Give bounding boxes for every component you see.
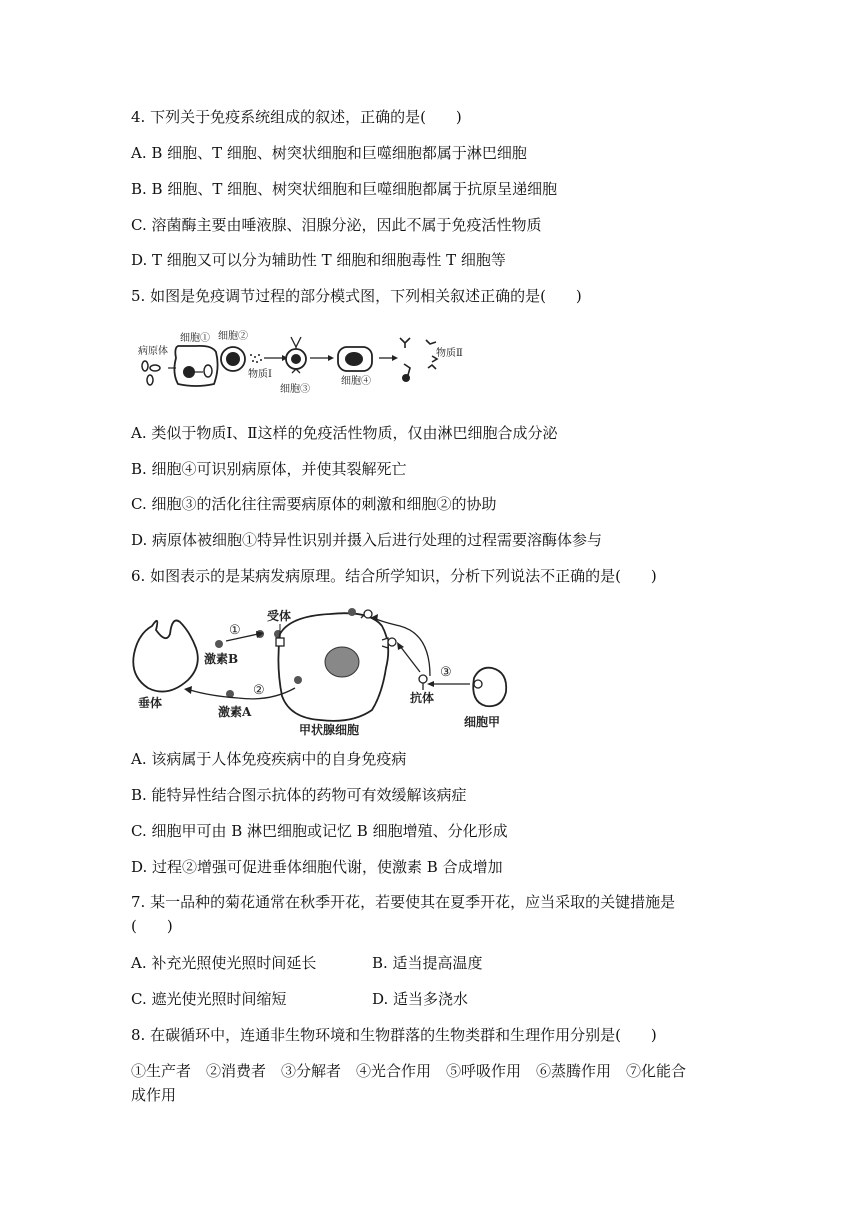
fig6-label-hormone-a: 激素A: [218, 705, 252, 719]
q7-option-c: C. 遮光使光照时间缩短: [131, 990, 287, 1008]
q6-option-a: A. 该病属于人体免疫疾病中的自身免疫病: [131, 750, 407, 768]
q5-option-c: C. 细胞③的活化往往需要病原体的刺激和细胞②的协助: [131, 495, 497, 513]
q4-option-b: B. B 细胞、T 细胞、树突状细胞和巨噬细胞都属于抗原呈递细胞: [131, 180, 558, 198]
fig6-label-cell-jia: 细胞甲: [464, 715, 501, 729]
fig5-label-substance2: 物质Ⅱ: [436, 348, 463, 359]
fig6-label-hormone-b: 激素B: [204, 652, 239, 666]
disease-mechanism-figure: [130, 604, 510, 738]
q8-items-line1: ①生产者 ②消费者 ③分解者 ④光合作用 ⑤呼吸作用 ⑥蒸腾作用 ⑦化能合: [131, 1062, 687, 1080]
q5-option-b: B. 细胞④可识别病原体，并使其裂解死亡: [131, 460, 407, 478]
cell1-nucleus: [183, 366, 195, 378]
pituitary-shape: [133, 621, 198, 692]
fig6-label-pituitary: 垂体: [138, 696, 163, 710]
immune-process-figure: [136, 328, 481, 398]
antibody-icons: [400, 338, 437, 375]
q8-stem: 8. 在碳循环中，连通非生物环境和生物群落的生物类群和生理作用分别是( ): [131, 1026, 657, 1044]
pathogen-icon: [142, 361, 160, 385]
q4-option-c: C. 溶菌酶主要由唾液腺、泪腺分泌，因此不属于免疫活性物质: [131, 216, 542, 234]
q5-stem: 5. 如图是免疫调节过程的部分模式图，下列相关叙述正确的是( ): [131, 287, 582, 305]
receptor-icon: [276, 638, 284, 646]
q4-stem: 4. 下列关于免疫系统组成的叙述，正确的是( ): [131, 108, 462, 126]
q7-option-d: D. 适当多浇水: [372, 990, 469, 1008]
fig6-label-step2: ②: [253, 683, 265, 698]
fig5-label-substance1: 物质Ⅰ: [248, 369, 272, 380]
fig5-label-cell1: 细胞①: [180, 333, 210, 344]
q5-option-a: A. 类似于物质Ⅰ、Ⅱ这样的免疫活性物质，仅由淋巴细胞合成分泌: [131, 424, 558, 442]
q6-option-b: B. 能特异性结合图示抗体的药物可有效缓解该病症: [131, 786, 467, 804]
fig6-label-thyroid: 甲状腺细胞: [299, 723, 360, 737]
q8-items-line2: 成作用: [131, 1086, 177, 1104]
fig6-label-step3: ③: [440, 665, 452, 680]
q4-option-a: A. B 细胞、T 细胞、树突状细胞和巨噬细胞都属于淋巴细胞: [131, 144, 527, 162]
q4-option-d: D. T 细胞又可以分为辅助性 T 细胞和细胞毒性 T 细胞等: [131, 251, 506, 269]
fig6-label-antibody: 抗体: [410, 691, 435, 705]
fig5-label-cell2: 细胞②: [218, 331, 248, 342]
q7-stem-line1: 7. 某一品种的菊花通常在秋季开花，若要使其在夏季开花，应当采取的关键措施是: [131, 893, 676, 911]
q6-option-d: D. 过程②增强可促进垂体细胞代谢，使激素 B 合成增加: [131, 858, 503, 876]
q5-option-d: D. 病原体被细胞①特异性识别并摄入后进行处理的过程需要溶酶体参与: [131, 531, 603, 549]
q6-option-c: C. 细胞甲可由 B 淋巴细胞或记忆 B 细胞增殖、分化形成: [131, 822, 508, 840]
q7-option-b: B. 适当提高温度: [372, 954, 483, 972]
q7-option-a: A. 补充光照使光照时间延长: [131, 954, 317, 972]
q6-stem: 6. 如图表示的是某病发病原理。结合所学知识，分析下列说法不正确的是( ): [131, 567, 657, 585]
thyroid-nucleus: [325, 647, 359, 677]
fig5-label-pathogen: 病原体: [138, 346, 168, 357]
fig5-label-cell3: 细胞③: [280, 384, 310, 395]
fig6-label-step1: ①: [229, 623, 241, 638]
fig6-label-receptor: 受体: [267, 609, 292, 623]
fig5-label-cell4: 细胞④: [341, 376, 371, 387]
q7-stem-line2: ( ): [131, 917, 173, 935]
